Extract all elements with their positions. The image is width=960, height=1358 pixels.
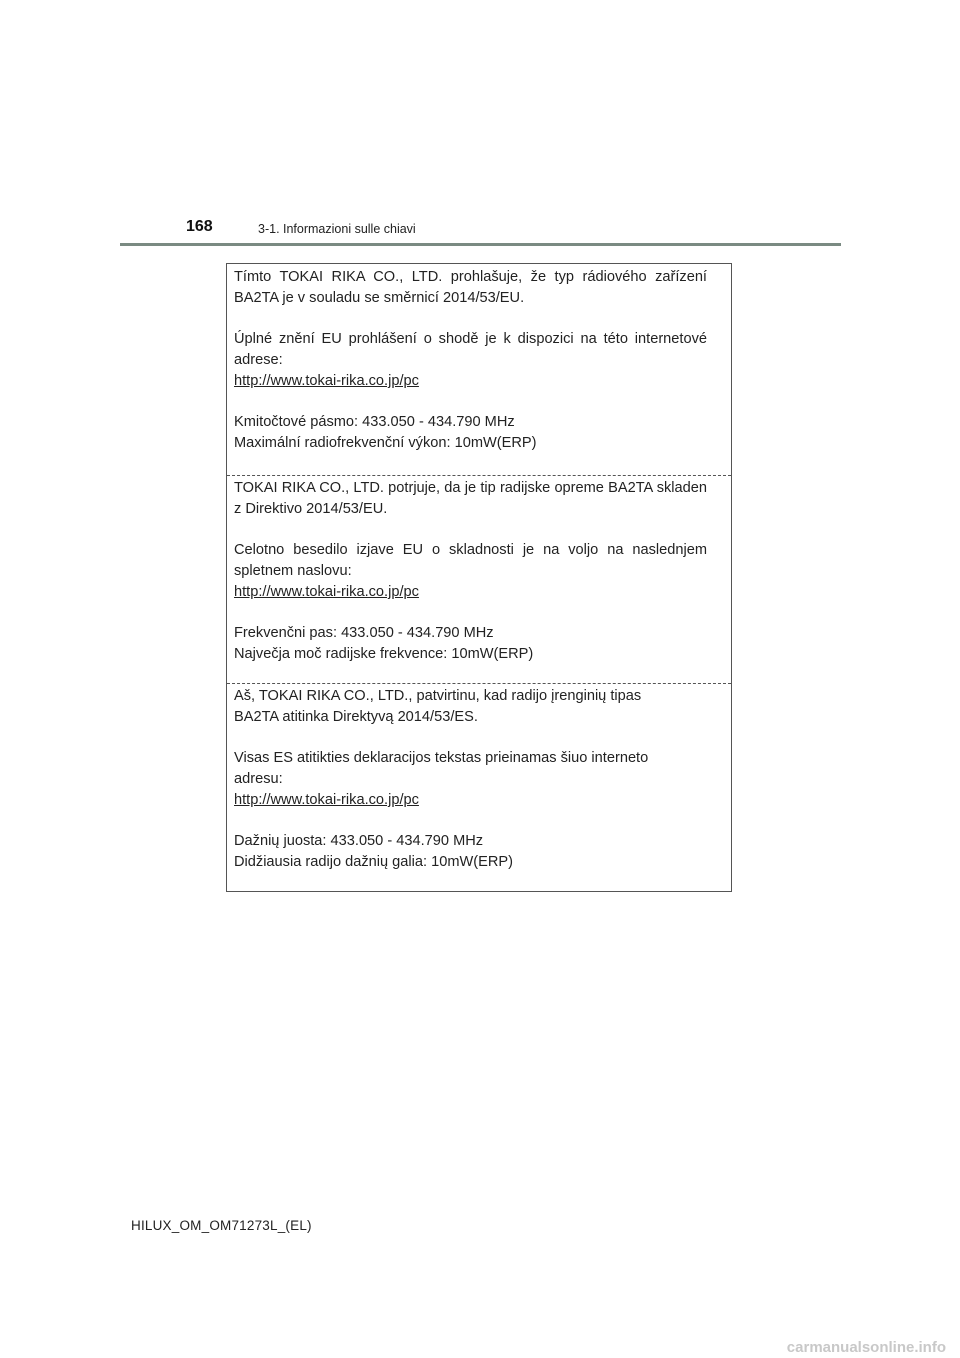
declaration-block-lithuanian: [227, 683, 731, 873]
full-text-label: Visas ES atitikties deklaracijos tekstas prieinamas šiuo interneto adresu:: [234, 750, 649, 787]
max-power: Največja moč radijske frekvence: 10mW(ERP): [234, 646, 534, 662]
declaration-url-link[interactable]: http://www.tokai-rika.co.jp/pc: [234, 792, 419, 808]
declaration-block-slovenian: [227, 475, 731, 665]
declaration-url-link[interactable]: http://www.tokai-rika.co.jp/pc: [234, 584, 419, 600]
declaration-box: [226, 263, 732, 892]
declaration-text: TOKAI RIKA CO., LTD. potrjuje, da je tip radijske opreme BA2TA skladen z Direktivo 2014/53/EU.: [234, 480, 707, 517]
document-code: HILUX_OM_OM71273L_(EL): [131, 1218, 312, 1233]
page-number: 168: [186, 218, 213, 235]
declaration-block-czech: [227, 267, 731, 454]
technical-data: [234, 623, 707, 665]
full-text-notice: [234, 540, 707, 603]
declaration-text: Tímto TOKAI RIKA CO., LTD. prohlašuje, že typ rádiového zařízení BA2TA je v souladu se směrnicí 2014/53/EU.: [234, 269, 707, 306]
declaration-text: Aš, TOKAI RIKA CO., LTD., patvirtinu, kad radijo įrenginių tipas BA2TA atitinka Direktyvą 2014/53/ES.: [234, 688, 642, 725]
full-text-notice: [234, 329, 707, 392]
max-power: Didžiausia radijo dažnių galia: 10mW(ERP): [234, 854, 514, 870]
full-text-label: Celotno besedilo izjave EU o skladnosti je na voljo na naslednjem spletnem naslovu:: [234, 542, 707, 579]
frequency-band: Frekvenčni pas: 433.050 - 434.790 MHz: [234, 625, 494, 641]
section-title: 3-1. Informazioni sulle chiavi: [258, 222, 416, 236]
technical-data: [234, 831, 707, 873]
full-text-label: Úplné znění EU prohlášení o shodě je k dispozici na této internetové adrese:: [234, 331, 707, 368]
header-divider: [120, 243, 841, 246]
technical-data: [234, 412, 707, 454]
declaration-url-link[interactable]: http://www.tokai-rika.co.jp/pc: [234, 373, 419, 389]
full-text-notice: [234, 748, 707, 811]
frequency-band: Dažnių juosta: 433.050 - 434.790 MHz: [234, 833, 484, 849]
watermark: carmanualsonline.info: [786, 1339, 946, 1356]
max-power: Maximální radiofrekvenční výkon: 10mW(ERP): [234, 435, 537, 451]
frequency-band: Kmitočtové pásmo: 433.050 - 434.790 MHz: [234, 414, 515, 430]
